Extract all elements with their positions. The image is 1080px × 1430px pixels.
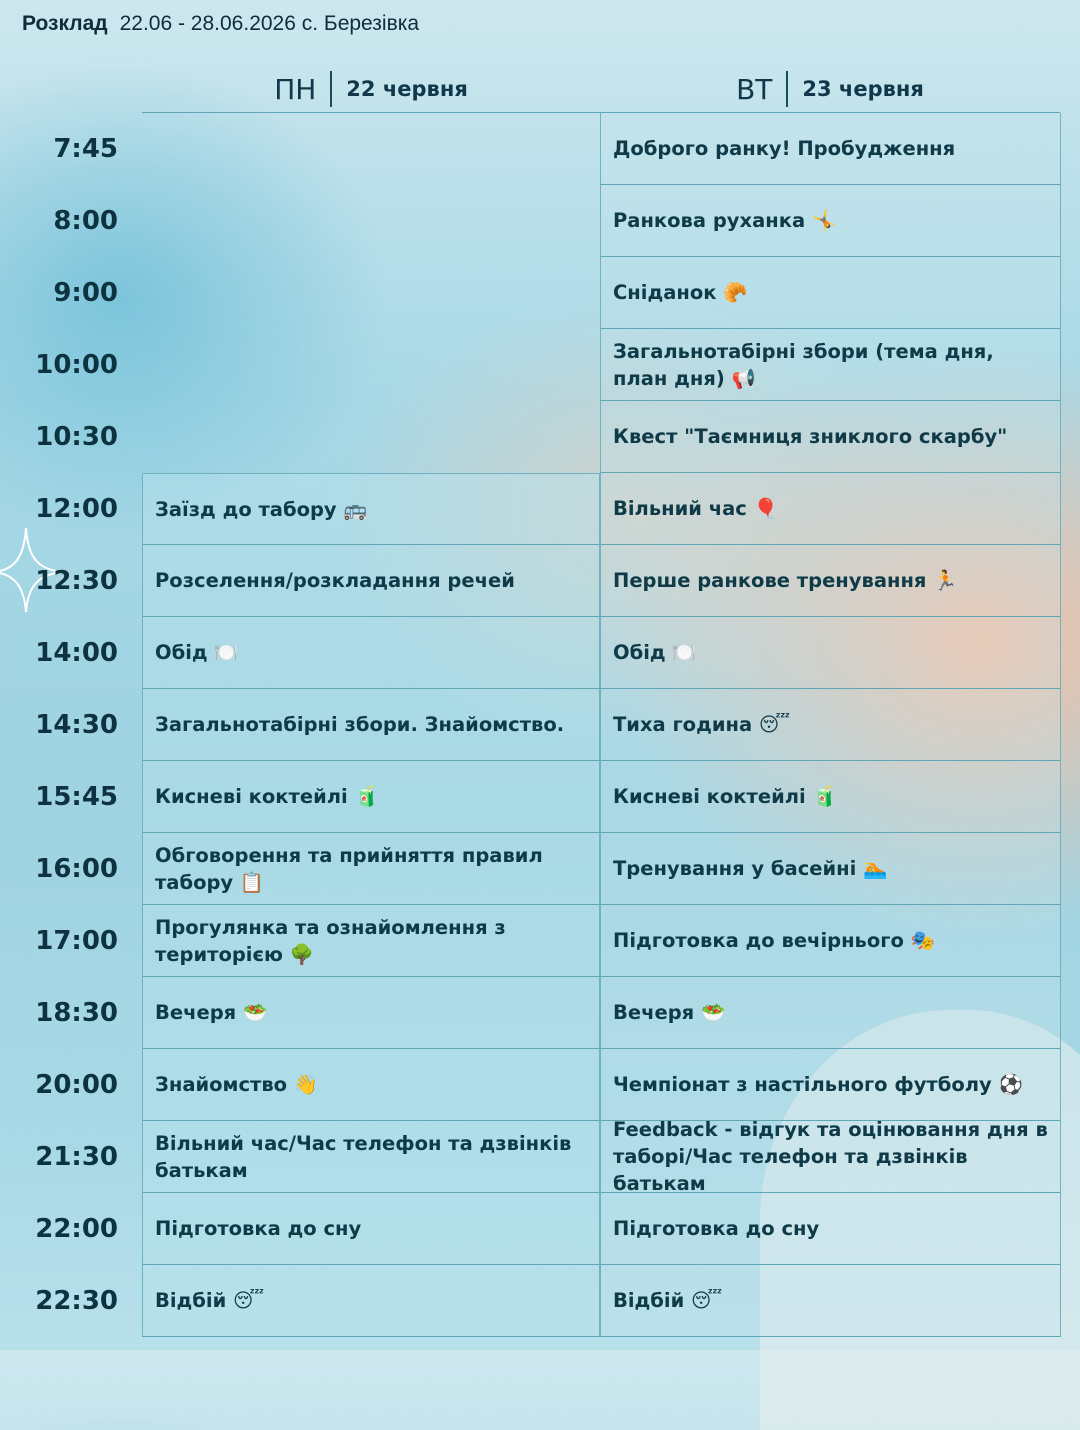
activity-text: Відбій 😴 <box>613 1289 723 1312</box>
time-slot-label: 22:30 <box>35 1286 118 1316</box>
time-slot-label: 22:00 <box>35 1214 118 1244</box>
schedule-cell-tuesday <box>600 1193 1061 1265</box>
activity-text: Підготовка до вечірнього 🎭 <box>613 929 935 952</box>
schedule-cell-monday <box>142 1265 600 1337</box>
schedule-cell-monday <box>142 761 600 833</box>
schedule-cell-monday <box>142 833 600 905</box>
schedule-cell-tuesday <box>600 1049 1061 1121</box>
schedule-cell-tuesday <box>600 617 1061 689</box>
schedule-cell-tuesday <box>600 473 1061 545</box>
time-slot-label: 14:30 <box>35 710 118 740</box>
schedule-cell-tuesday <box>600 761 1061 833</box>
activity-text: Обід 🍽️ <box>613 641 697 664</box>
activity-text: Підготовка до сну <box>155 1217 362 1240</box>
day-header-monday <box>142 66 600 113</box>
day-header-tuesday <box>600 66 1060 113</box>
schedule-cell-tuesday <box>600 113 1061 185</box>
time-slot-label: 8:00 <box>53 206 118 236</box>
activity-text: Прогулянка та ознайомлення з територією 🌳 <box>155 915 506 966</box>
time-slot-label: 18:30 <box>35 998 118 1028</box>
day-date: 22 червня <box>346 77 468 101</box>
schedule-cell-monday <box>142 401 600 473</box>
schedule-cell-monday <box>142 617 600 689</box>
activity-text: Підготовка до сну <box>613 1217 820 1240</box>
schedule-cell-tuesday <box>600 977 1061 1049</box>
page-subtitle: 22.06 - 28.06.2026 с. Березівка <box>119 12 420 35</box>
schedule-cell-monday <box>142 1121 600 1193</box>
schedule-cell-tuesday <box>600 689 1061 761</box>
activity-text: Ранкова руханка 🤸 <box>613 209 837 232</box>
time-slot-label: 10:00 <box>35 350 118 380</box>
time-slot-label: 10:30 <box>35 422 118 452</box>
page-header <box>22 12 419 42</box>
schedule-cell-tuesday <box>600 329 1061 401</box>
schedule-cell-tuesday <box>600 905 1061 977</box>
time-slot-label: 20:00 <box>35 1070 118 1100</box>
activity-text: Заїзд до табору 🚌 <box>155 497 368 521</box>
schedule-cell-monday <box>142 545 600 617</box>
activity-text: Загальнотабірні збори. Знайомство. <box>155 713 565 736</box>
activity-text: Тиха година 😴 <box>613 713 791 736</box>
time-slot-label: 7:45 <box>53 134 118 164</box>
schedule-cell-monday <box>142 185 600 257</box>
activity-text: Доброго ранку! Пробудження <box>613 137 956 160</box>
time-slot-label: 12:30 <box>35 566 118 596</box>
schedule-cell-monday <box>142 905 600 977</box>
day-short-name: ПН <box>274 72 317 106</box>
day-date: 23 червня <box>802 77 924 101</box>
time-slot-label: 17:00 <box>35 926 118 956</box>
activity-text: Вечеря 🥗 <box>613 1001 726 1024</box>
activity-text: Сніданок 🥐 <box>613 281 748 304</box>
activity-text: Обід 🍽️ <box>155 641 239 664</box>
schedule-cell-monday <box>142 257 600 329</box>
activity-text: Вечеря 🥗 <box>155 1001 268 1024</box>
activity-text: Знайомство 👋 <box>155 1073 319 1096</box>
activity-text: Чемпіонат з настільного футболу ⚽ <box>613 1073 1023 1096</box>
time-slot-label: 16:00 <box>35 854 118 884</box>
page-title: Розклад <box>22 12 108 35</box>
activity-text: Кисневі коктейлі 🧃 <box>613 785 837 808</box>
schedule-cell-monday <box>142 473 600 545</box>
activity-text: Відбій 😴 <box>155 1289 265 1312</box>
schedule-cell-monday <box>142 113 600 185</box>
time-slot-label: 21:30 <box>35 1142 118 1172</box>
schedule-cell-monday <box>142 329 600 401</box>
schedule-cell-tuesday <box>600 545 1061 617</box>
activity-text: Перше ранкове тренування 🏃 <box>613 569 958 592</box>
activity-text: Кисневі коктейлі 🧃 <box>155 785 379 808</box>
schedule-cell-monday <box>142 1049 600 1121</box>
activity-text: Квест "Таємниця зниклого скарбу" <box>613 425 1008 448</box>
schedule-cell-tuesday <box>600 1118 1061 1195</box>
activity-text: Feedback - відгук та оцінювання дня в таборі/Час телефон та дзвінків батькам <box>613 1118 1048 1195</box>
activity-text: Обговорення та прийняття правил табору 📋 <box>155 843 543 894</box>
schedule-cell-tuesday <box>600 401 1061 473</box>
time-slot-label: 14:00 <box>35 638 118 668</box>
activity-text: Тренування у басейні 🏊 <box>613 857 888 880</box>
time-slot-label: 15:45 <box>35 782 118 812</box>
activity-text: Загальнотабірні збори (тема дня, план дня) 📢 <box>613 339 994 390</box>
time-slot-label: 12:00 <box>35 494 118 524</box>
schedule-cell-monday <box>142 977 600 1049</box>
time-slot-label: 9:00 <box>53 278 118 308</box>
activity-text: Вільний час 🎈 <box>613 497 778 520</box>
day-short-name: ВТ <box>736 72 773 106</box>
schedule-cell-tuesday <box>600 257 1061 329</box>
schedule-cell-tuesday <box>600 833 1061 905</box>
activity-text: Вільний час/Час телефон та дзвінків батькам <box>155 1131 572 1182</box>
schedule-cell-monday <box>142 689 600 761</box>
schedule-cell-tuesday <box>600 1265 1061 1337</box>
activity-text: Розселення/розкладання речей <box>155 569 515 592</box>
schedule-cell-monday <box>142 1193 600 1265</box>
schedule-cell-tuesday <box>600 185 1061 257</box>
